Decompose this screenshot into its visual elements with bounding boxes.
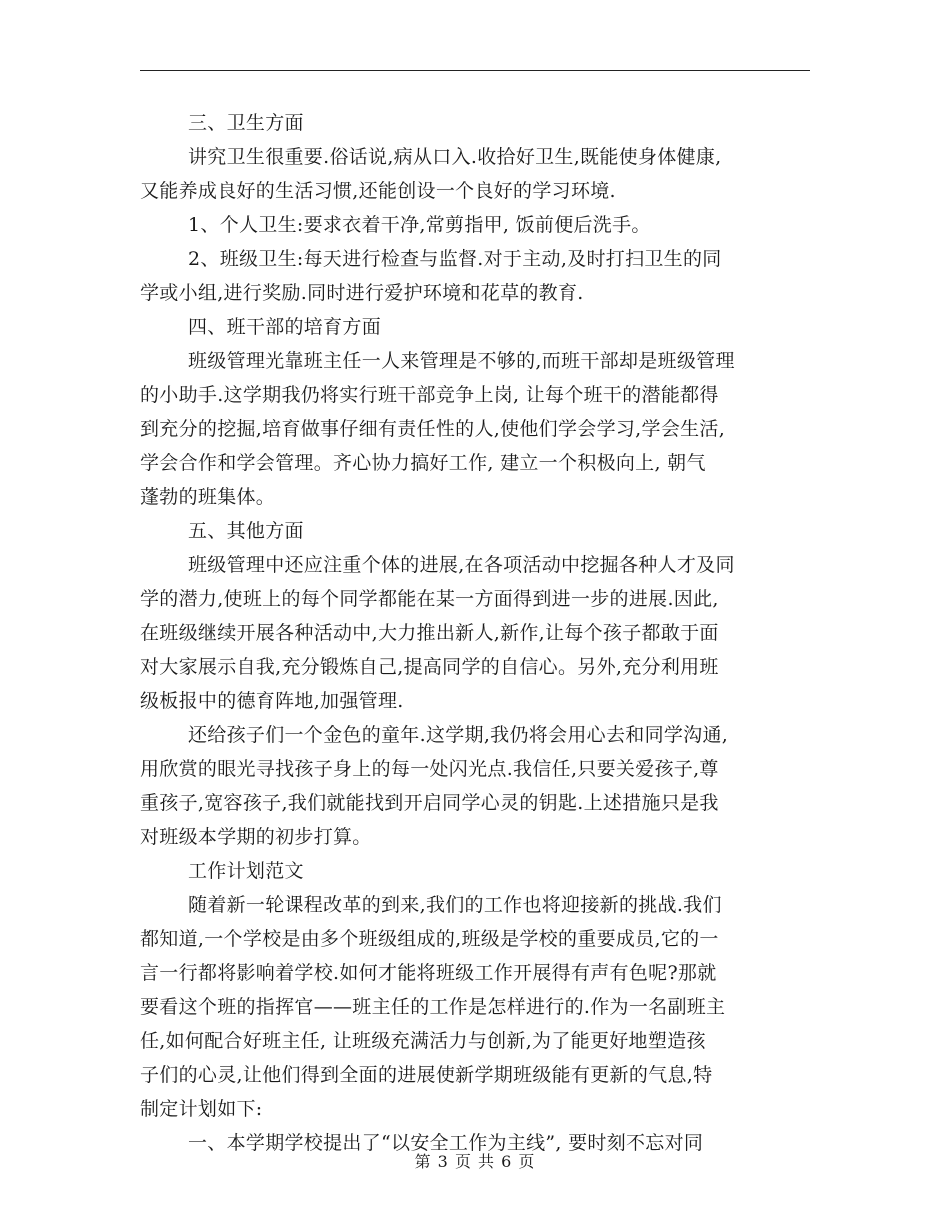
text-line: 1、个人卫生:要求衣着干净,常剪指甲, 饭前便后洗手。 [188, 214, 651, 236]
text-line: 工作计划范文 [188, 860, 304, 882]
text-line: 要看这个班的指挥官——班主任的工作是怎样进行的.作为一名副班主 [140, 996, 726, 1018]
text-line: 对大家展示自我,充分锻炼自己,提高同学的自信心。另外,充分利用班 [140, 656, 719, 678]
text-line: 五、其他方面 [188, 520, 304, 542]
text-line: 班级管理中还应注重个体的进展,在各项活动中挖掘各种人才及同 [188, 554, 735, 576]
text-line: 随着新一轮课程改革的到来,我们的工作也将迎接新的挑战.我们 [188, 894, 722, 916]
text-line: 在班级继续开展各种活动中,大力推出新人,新作,让每个孩子都敢于面 [140, 622, 719, 644]
text-line: 学或小组,进行奖励.同时进行爱护环境和花草的教育. [140, 282, 584, 304]
text-line: 2、班级卫生:每天进行检查与监督.对于主动,及时打扫卫生的同 [188, 248, 722, 270]
text-line: 对班级本学期的初步打算。 [140, 826, 372, 848]
text-line: 用欣赏的眼光寻找孩子身上的每一处闪光点.我信任,只要关爱孩子,尊 [140, 758, 719, 780]
page-footer: 第 3 页 共 6 页 [414, 1152, 536, 1171]
text-line: 学会合作和学会管理。齐心协力搞好工作, 建立一个积极向上, 朝气 [140, 452, 706, 474]
text-line: 一、本学期学校提出了“以安全工作为主线”, 要时刻不忘对同 [188, 1132, 704, 1154]
text-line: 都知道,一个学校是由多个班级组成的,班级是学校的重要成员,它的一 [140, 928, 719, 950]
text-line: 三、卫生方面 [188, 112, 304, 134]
text-line: 蓬勃的班集体。 [140, 486, 276, 508]
text-line: 任,如何配合好班主任, 让班级充满活力与创新,为了能更好地塑造孩 [140, 1030, 706, 1052]
text-line: 子们的心灵,让他们得到全面的进展使新学期班级能有更新的气息,特 [140, 1064, 713, 1086]
text-line: 级板报中的德育阵地,加强管理. [140, 690, 404, 712]
text-line: 还给孩子们一个金色的童年.这学期,我仍将会用心去和同学沟通, [188, 724, 729, 746]
text-line: 四、班干部的培育方面 [188, 316, 382, 338]
header-rule [140, 70, 810, 71]
text-line: 又能养成良好的生活习惯,还能创设一个良好的学习环境. [140, 180, 616, 202]
text-line: 重孩子,宽容孩子,我们就能找到开启同学心灵的钥匙.上述措施只是我 [140, 792, 719, 814]
document-body [140, 106, 810, 1160]
text-line: 言一行都将影响着学校.如何才能将班级工作开展得有声有色呢?那就 [140, 962, 717, 984]
text-line: 到充分的挖掘,培育做事仔细有责任性的人,使他们学会学习,学会生活, [140, 418, 726, 440]
text-line: 制定计划如下: [140, 1098, 263, 1120]
text-line: 的小助手.这学期我仍将实行班干部竞争上岗, 让每个班干的潜能都得 [140, 384, 719, 406]
text-line: 讲究卫生很重要.俗话说,病从口入.收拾好卫生,既能使身体健康, [188, 146, 722, 168]
text-line: 学的潜力,使班上的每个同学都能在某一方面得到进一步的进展.因此, [140, 588, 719, 610]
text-line: 班级管理光靠班主任一人来管理是不够的,而班干部却是班级管理 [188, 350, 735, 372]
